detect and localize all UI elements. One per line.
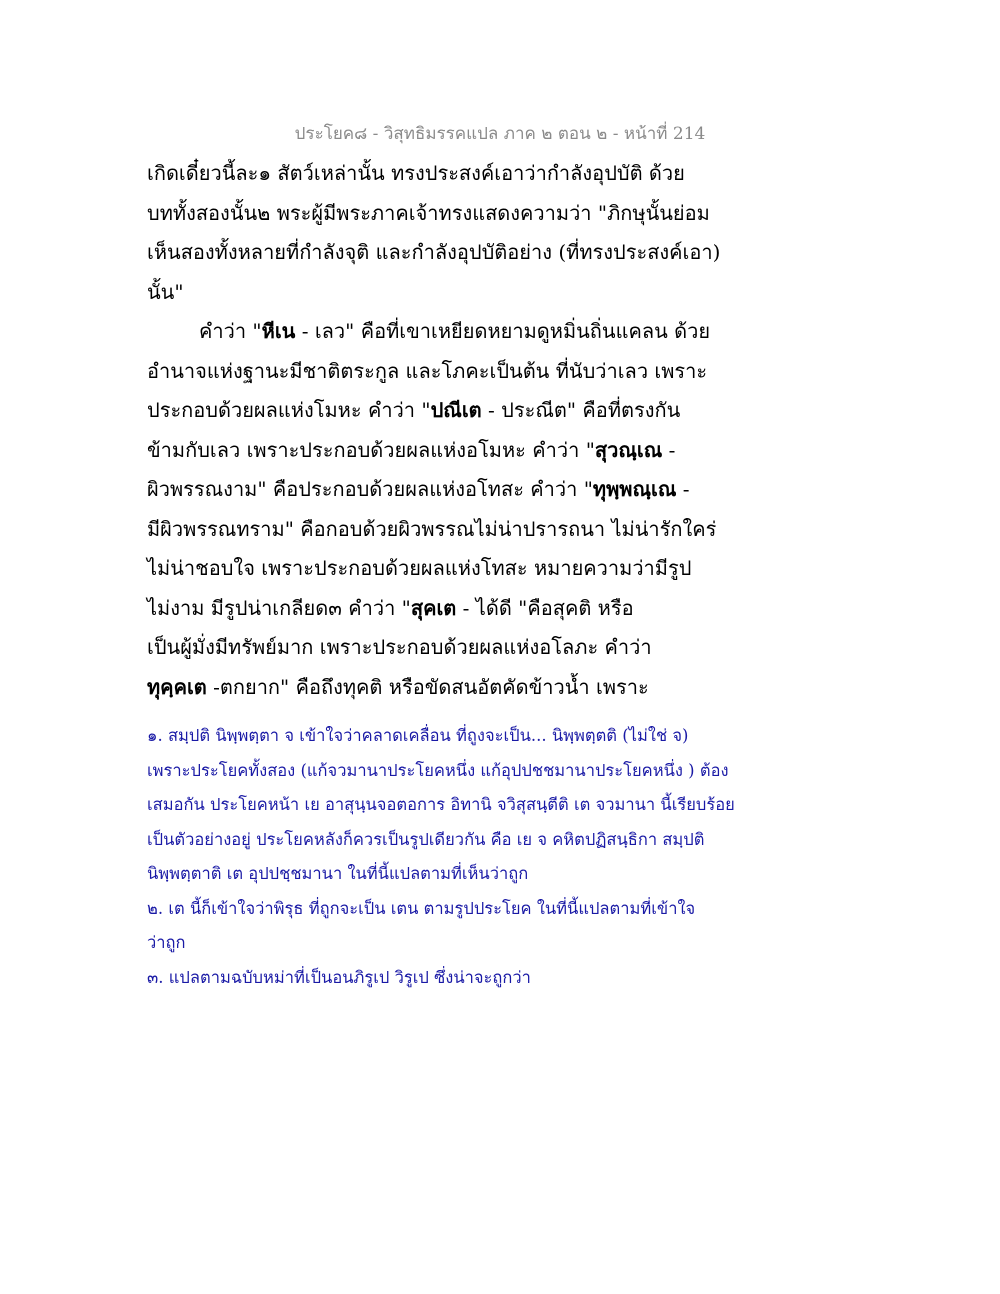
text-line: [147, 233, 867, 273]
text-segment: -: [662, 437, 676, 462]
text-segment: -: [676, 477, 690, 501]
text-line: [147, 668, 867, 708]
footnote-line: นิพฺพตฺตาติ เต อุปปชฺชมานา ในที่นี้แปลตามที่เห็นว่าถูก: [147, 864, 529, 883]
text-segment: อำนาจแห่งฐานะมีชาติตระกูล และโภคะเป็นต้น ที่นับว่าเลว เพราะ: [147, 358, 708, 383]
footnote-line: เสมอกัน ประโยคหน้า เย อาสุนฺนจอตอการ อิทานิ จวิสุสนฺตีติ เต จวมานา นี้เรียบร้อย: [147, 795, 735, 814]
text-segment: -ตกยาก" คือถึงทุคติ หรือขัดสนอัตคัดข้าวน้ำ เพราะ: [206, 674, 649, 699]
footnote-line: ๒. เต นี้ก็เข้าใจว่าพิรุธ ที่ถูกจะเป็น เตน ตามรูปประโยค ในที่นี้แปลตามที่เข้าใจ: [147, 898, 696, 918]
text-segment: - เลว" คือที่เขาเหยียดหยามดูหมิ่นถิ่นแคลน ด้วย: [295, 319, 711, 343]
text-line: [147, 194, 867, 234]
text-line: [147, 549, 867, 589]
text-line: [147, 391, 867, 431]
text-segment: เกิดเดี๋ยวนี้ละ๑ สัตว์เหล่านั้น ทรงประสงค์เอาว่ากำลังอุปบัติ ด้วย: [147, 161, 685, 185]
text-segment: คำว่า ": [199, 319, 262, 343]
pali-term: ปณีเต: [430, 398, 482, 422]
text-line: [147, 431, 867, 471]
text-line: [147, 589, 867, 629]
text-segment: ผิวพรรณงาม" คือประกอบด้วยผลแห่งอโทสะ คำว่า ": [147, 477, 593, 501]
pali-term: สุวณฺเณ: [594, 437, 663, 462]
footnote-line: ๓. แปลตามฉบับหม่าที่เป็นอนภิรูเป วิรูเป ซึ่งน่าจะถูกว่า: [147, 967, 531, 987]
text-segment: ไม่น่าชอบใจ เพราะประกอบด้วยผลแห่งโทสะ หมายความว่ามีรูป: [147, 556, 692, 580]
footnote-line: เพราะประโยคทั้งสอง (แก้จวมานาประโยคหนึ่ง แก้อุปปชชมานาประโยคหนึ่ง ) ต้อง: [147, 760, 729, 780]
text-segment: เห็นสองทั้งหลายที่กำลังจุติ และกำลังอุปบัติอย่าง (ที่ทรงประสงค์เอา): [147, 240, 721, 264]
text-segment: ประกอบด้วยผลแห่งโมหะ คำว่า ": [147, 398, 431, 422]
text-segment: มีผิวพรรณทราม" คือกอบด้วยผิวพรรณไม่น่าปรารถนา ไม่น่ารักใคร่: [147, 516, 717, 541]
page-header: ประโยค๘ - วิสุทธิมรรคแปล ภาค ๒ ตอน ๒ - หน้าที่ 214: [294, 124, 706, 144]
text-segment: นั้น": [147, 279, 184, 304]
text-line: [147, 470, 867, 510]
text-segment: ไม่งาม มีรูปน่าเกลียด๓ คำว่า ": [147, 595, 411, 620]
footnote-line: ว่าถูก: [147, 933, 186, 952]
text-segment: ข้ามกับเลว เพราะประกอบด้วยผลแห่งอโมหะ คำว่า ": [147, 437, 595, 462]
text-segment: - ได้ดี "คือสุคติ หรือ: [456, 595, 634, 620]
text-segment: บททั้งสองนั้น๒ พระผู้มีพระภาคเจ้าทรงแสดงความว่า "ภิกษุนั้นย่อม: [147, 200, 710, 225]
text-line: [147, 352, 867, 392]
pali-term: ทุคฺคเต: [147, 674, 207, 699]
pali-term: ทุพฺพณฺเณ: [592, 477, 677, 501]
pali-term: สุคเต: [410, 595, 457, 620]
footnote-line: ๑. สมฺปติ นิพฺพตฺตา จ เข้าใจว่าคลาดเคลื่อน ที่ถูงจะเป็น... นิพฺพตฺตติ (ไม่ใช่ จ): [147, 726, 689, 745]
footnote-line: เป็นตัวอย่างอยู่ ประโยคหลังก็ควรเป็นรูปเดียวกัน คือ เย จ คหิตปฏิสนฺธิกา สมฺปติ: [147, 829, 705, 849]
main-text: [147, 154, 867, 707]
footnotes: [147, 719, 867, 995]
text-line: [147, 510, 867, 550]
text-segment: - ประณีต" คือที่ตรงกัน: [481, 398, 681, 422]
pali-term: หีเน: [261, 319, 296, 343]
text-segment: เป็นผู้มั่งมีทรัพย์มาก เพราะประกอบด้วยผลแห่งอโลภะ คำว่า: [147, 635, 652, 659]
text-line: [147, 628, 867, 668]
text-line: [147, 154, 867, 194]
text-line: [147, 312, 867, 352]
text-line: [147, 273, 867, 313]
